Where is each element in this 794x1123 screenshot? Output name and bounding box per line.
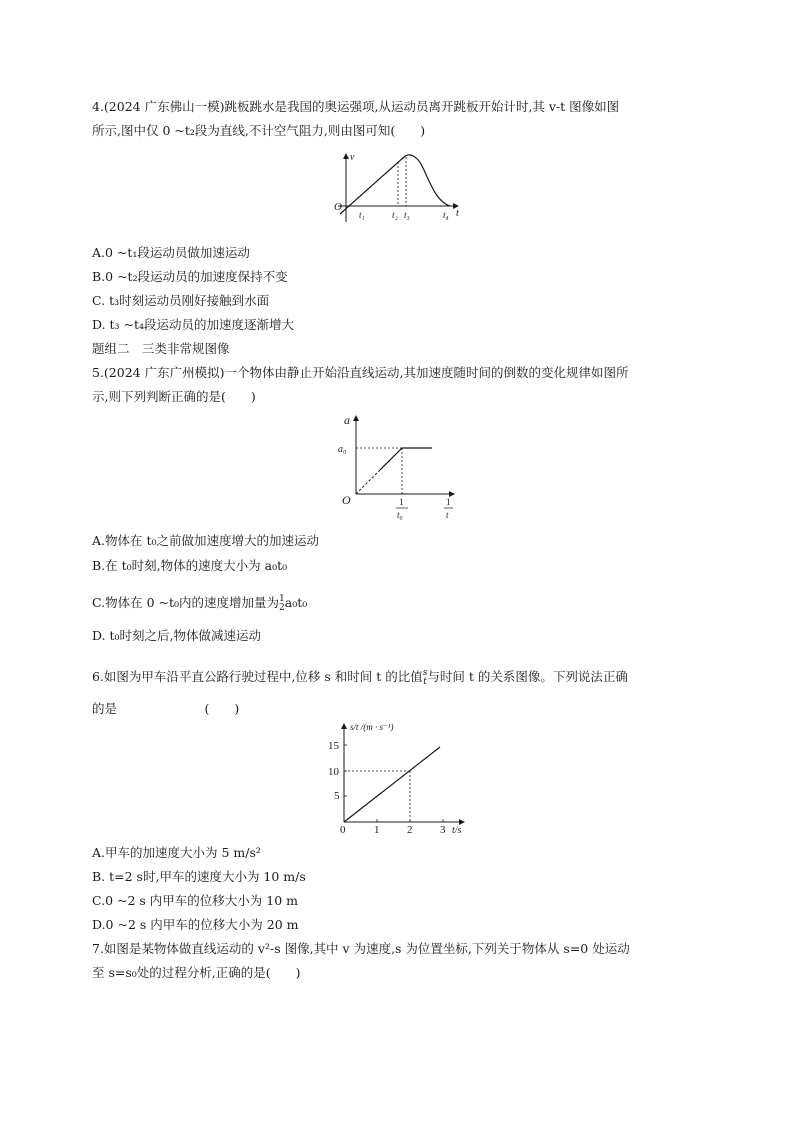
q5-stem-line2: 示,则下列判断正确的是( ) [92, 389, 256, 404]
q4-t3: t₃ [404, 210, 410, 220]
q4-option-c: C. t₃时刻运动员刚好接触到水面 [92, 293, 270, 308]
q6-y-label: s/t /(m · s⁻¹) [350, 722, 394, 732]
q5-x-den: t [446, 510, 449, 520]
q5-option-c-text: C.物体在 0 ~t₀内的速度增加量为 [92, 595, 280, 610]
q6-option-a: A.甲车的加速度大小为 5 m/s² [92, 845, 261, 860]
q6-xtick-2: 2 [407, 824, 413, 836]
q5-option-d: D. t₀时刻之后,物体做减速运动 [92, 628, 262, 643]
q5-line-rising [380, 448, 402, 470]
q6-stem-fraction: s t [422, 667, 428, 687]
q4-t1: t₁ [359, 210, 365, 220]
q4-t2: t₂ [392, 210, 398, 220]
q5-stem-line1: 5.(2024 广东广州模拟)一个物体由静止开始沿直线运动,其加速度随时间的倒数的变化规律如图所 [92, 365, 629, 380]
q6-ytick-5: 5 [334, 790, 340, 802]
q6-xtick-3: 3 [440, 824, 446, 836]
q5-a0-label: a₀ [338, 444, 347, 455]
q4-option-a: A.0 ~t₁段运动员做加速运动 [92, 245, 250, 260]
q6-origin: 0 [340, 824, 346, 836]
q6-option-d: D.0 ~2 s 内甲车的位移大小为 20 m [92, 917, 299, 932]
q5-option-c-fraction: 1 2 [279, 593, 285, 613]
q4-origin: O [334, 201, 342, 213]
q4-t4: t₄ [443, 210, 449, 220]
section-heading-group2: 题组二 三类非常规图像 [92, 341, 230, 356]
q4-t-label: t [456, 208, 459, 219]
q5-tick-num: 1 [399, 497, 404, 507]
q4-option-b: B.0 ~t₂段运动员的加速度保持不变 [92, 269, 288, 284]
q4-vt-curve [340, 155, 450, 214]
q6-option-b: B. t=2 s时,甲车的速度大小为 10 m/s [92, 869, 306, 884]
q4-option-d: D. t₃ ~t₄段运动员的加速度逐渐增大 [92, 317, 295, 332]
q5-x-num: 1 [446, 497, 451, 507]
q5-tick-den: t₀ [397, 510, 403, 520]
q4-stem-line1: 4.(2024 广东佛山一模)跳板跳水是我国的奥运强项,从运动员离开跳板开始计时,其 v-t 图像如图 [92, 99, 620, 114]
q5-option-b: B.在 t₀时刻,物体的速度大小为 a₀t₀ [92, 558, 288, 573]
q7-stem-line1: 7.如图是某物体做直线运动的 v²-s 图像,其中 v 为速度,s 为位置坐标,下列关于物体从 s=0 处运动 [92, 941, 630, 956]
q6-xtick-1: 1 [374, 824, 380, 836]
q5-a-inverse-t-graph [332, 410, 462, 524]
q7-stem-line2: 至 s=s₀处的过程分析,正确的是( ) [92, 965, 301, 980]
q4-stem-line2: 所示,图中仅 0 ~t₂段为直线,不计空气阻力,则由图可知( ) [92, 123, 426, 138]
q6-stem-line2: 的是 ( ) [92, 701, 240, 716]
q6-st-graph [322, 716, 472, 838]
q4-v-label: v [350, 152, 355, 163]
q6-stem-line1: 6.如图为甲车沿平直公路行驶过程中,位移 s 和时间 t 的比值 s t 与时间 t 的关系图像。下列说法正确 [92, 667, 628, 687]
q6-data-line [344, 747, 440, 822]
q6-x-label: t/s [452, 825, 462, 836]
q5-origin: O [342, 493, 351, 507]
q5-a-label: a [344, 413, 350, 427]
q5-option-c [92, 594, 307, 613]
q5-option-c-value: a₀t₀ [284, 595, 308, 610]
q6-option-c: C.0 ~2 s 内甲车的位移大小为 10 m [92, 893, 299, 908]
q5-option-a: A.物体在 t₀之前做加速度增大的加速运动 [92, 533, 320, 548]
q4-vt-graph [326, 148, 466, 226]
q6-ytick-10: 10 [328, 766, 339, 778]
q6-ytick-15: 15 [328, 740, 339, 752]
